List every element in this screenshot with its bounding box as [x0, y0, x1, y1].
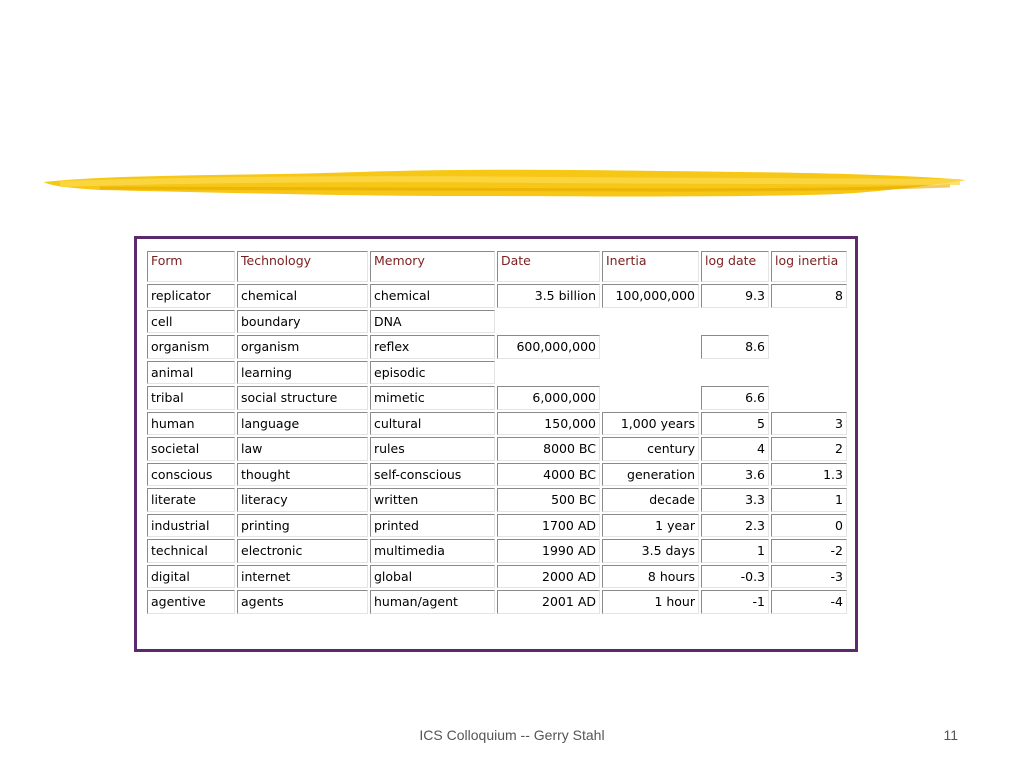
table-cell: industrial [147, 514, 235, 538]
table-cell: -4 [771, 590, 847, 614]
table-cell: 3.6 [701, 463, 769, 487]
table-row [147, 386, 847, 410]
table-row [147, 437, 847, 461]
table-cell: 4000 BC [497, 463, 600, 487]
table-cell: human/agent [370, 590, 495, 614]
table-cell: 0 [771, 514, 847, 538]
table-cell: tribal [147, 386, 235, 410]
table-cell: chemical [237, 284, 368, 308]
table-row [147, 335, 847, 359]
column-header: Form [147, 251, 235, 282]
table-cell [602, 386, 699, 410]
column-header: log inertia [771, 251, 847, 282]
table-cell [497, 310, 600, 334]
table-cell: 500 BC [497, 488, 600, 512]
table-row [147, 284, 847, 308]
table-cell: 5 [701, 412, 769, 436]
table-cell: multimedia [370, 539, 495, 563]
table-cell: agentive [147, 590, 235, 614]
yellow-brush-stroke [40, 160, 970, 206]
table-cell: societal [147, 437, 235, 461]
table-cell [602, 310, 699, 334]
table-cell: reflex [370, 335, 495, 359]
table-row [147, 361, 847, 385]
table-cell: technical [147, 539, 235, 563]
table-cell: digital [147, 565, 235, 589]
table-row [147, 488, 847, 512]
table-cell: episodic [370, 361, 495, 385]
table-cell: law [237, 437, 368, 461]
table-cell: 1 hour [602, 590, 699, 614]
table-cell: 2000 AD [497, 565, 600, 589]
table-cell: -0.3 [701, 565, 769, 589]
table-cell [771, 335, 847, 359]
table-cell: 3.5 billion [497, 284, 600, 308]
table-cell: chemical [370, 284, 495, 308]
table-cell: thought [237, 463, 368, 487]
evolution-table [145, 249, 849, 616]
table-row [147, 463, 847, 487]
table-cell: literate [147, 488, 235, 512]
table-cell: 6.6 [701, 386, 769, 410]
table-cell: 4 [701, 437, 769, 461]
column-header: Date [497, 251, 600, 282]
table-row [147, 310, 847, 334]
table-cell: cultural [370, 412, 495, 436]
table-cell: global [370, 565, 495, 589]
table-cell: printing [237, 514, 368, 538]
column-header: Technology [237, 251, 368, 282]
table-cell: 8 hours [602, 565, 699, 589]
table-cell [771, 386, 847, 410]
table-row [147, 412, 847, 436]
table-cell: replicator [147, 284, 235, 308]
table-cell: 2 [771, 437, 847, 461]
table-cell: organism [147, 335, 235, 359]
table-cell: -1 [701, 590, 769, 614]
table-cell: 8.6 [701, 335, 769, 359]
table-cell: 150,000 [497, 412, 600, 436]
table-cell: 600,000,000 [497, 335, 600, 359]
footer-text: ICS Colloquium -- Gerry Stahl [419, 727, 605, 743]
table-cell: self-conscious [370, 463, 495, 487]
table-cell: 1,000 years [602, 412, 699, 436]
table-cell: 1700 AD [497, 514, 600, 538]
table-cell: 1 [701, 539, 769, 563]
column-header: Inertia [602, 251, 699, 282]
table-cell: 1990 AD [497, 539, 600, 563]
table-cell: 6,000,000 [497, 386, 600, 410]
table-cell: 3.3 [701, 488, 769, 512]
table-cell: 1 year [602, 514, 699, 538]
table-cell: 8 [771, 284, 847, 308]
table-frame [134, 236, 858, 652]
table-cell: -3 [771, 565, 847, 589]
table-cell: animal [147, 361, 235, 385]
table-cell [701, 310, 769, 334]
table-cell: conscious [147, 463, 235, 487]
table-cell: learning [237, 361, 368, 385]
table-cell: 2.3 [701, 514, 769, 538]
table-cell: century [602, 437, 699, 461]
table-cell: -2 [771, 539, 847, 563]
table-cell: internet [237, 565, 368, 589]
table-cell [771, 361, 847, 385]
page-number: 11 [943, 727, 958, 743]
table-cell: 1 [771, 488, 847, 512]
table-row [147, 514, 847, 538]
table-cell: 3 [771, 412, 847, 436]
table-cell: rules [370, 437, 495, 461]
table-cell [701, 361, 769, 385]
table-cell: decade [602, 488, 699, 512]
table-cell [602, 361, 699, 385]
table-cell [497, 361, 600, 385]
table-cell: cell [147, 310, 235, 334]
table-cell: organism [237, 335, 368, 359]
table-cell [602, 335, 699, 359]
table-cell: language [237, 412, 368, 436]
column-header: log date [701, 251, 769, 282]
table-header-row [147, 251, 847, 282]
table-cell: 3.5 days [602, 539, 699, 563]
table-cell: literacy [237, 488, 368, 512]
table-cell: electronic [237, 539, 368, 563]
table-cell: 1.3 [771, 463, 847, 487]
table-cell: agents [237, 590, 368, 614]
table-row [147, 565, 847, 589]
table-cell: mimetic [370, 386, 495, 410]
table-cell: written [370, 488, 495, 512]
table-cell [771, 310, 847, 334]
table-cell: 100,000,000 [602, 284, 699, 308]
table-cell: social structure [237, 386, 368, 410]
table-row [147, 590, 847, 614]
table-cell: boundary [237, 310, 368, 334]
table-cell: 2001 AD [497, 590, 600, 614]
table-cell: human [147, 412, 235, 436]
table-cell: 8000 BC [497, 437, 600, 461]
column-header: Memory [370, 251, 495, 282]
table-cell: generation [602, 463, 699, 487]
table-cell: DNA [370, 310, 495, 334]
table-cell: printed [370, 514, 495, 538]
table-cell: 9.3 [701, 284, 769, 308]
table-row [147, 539, 847, 563]
